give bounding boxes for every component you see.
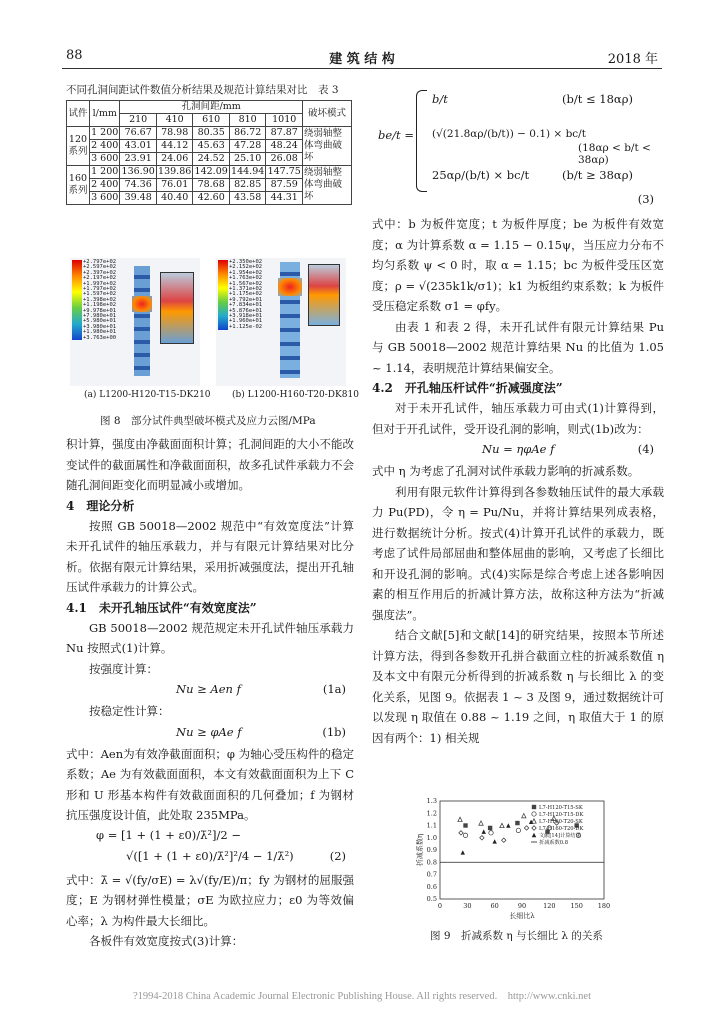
data-point [458, 817, 462, 821]
x-tick-label: 90 [517, 902, 527, 910]
legend-values [229, 260, 262, 330]
cell: 24.52 [193, 153, 230, 166]
data-point [516, 828, 520, 832]
cell: 82.85 [229, 179, 266, 192]
data-point [482, 829, 486, 833]
legend-value: +2.597e+02 [83, 264, 117, 271]
y-tick-label: 0.5 [426, 895, 437, 903]
paragraph: GB 50018—2002 规范规定未开孔试件轴压承载力 Nu 按照式(1)计算。 [66, 620, 354, 655]
legend-value: +3.763e+00 [83, 334, 117, 341]
legend-value: +2.197e+02 [83, 275, 117, 282]
header-rule [62, 68, 662, 69]
y-axis-label: 折减系数η [416, 833, 424, 867]
equation-text: (√(21.8αρ/(b/t)) − 0.1) × bc/t [432, 128, 586, 140]
y-tick-label: 1.3 [426, 797, 437, 805]
legend-value: +3.918e+01 [229, 313, 263, 320]
fig8-label-a: (a) L1200-H120-T15-DK210 [84, 390, 211, 400]
x-tick-label: 60 [490, 902, 499, 910]
column-model [134, 266, 150, 376]
page-number: 88 [66, 48, 83, 63]
cell: 87.87 [266, 127, 303, 140]
cell: 144.94 [231, 166, 265, 177]
y-tick-label: 0.6 [426, 882, 437, 891]
group-name: 160系列 [67, 166, 90, 205]
colorbar [218, 260, 228, 330]
cell: 48.24 [266, 140, 303, 153]
figure-9 [416, 795, 616, 920]
equation-text: Nu ≥ φAe f [176, 724, 242, 739]
data-point [532, 819, 536, 823]
equation-text: be/t = [378, 128, 414, 142]
data-point [532, 805, 536, 809]
legend-value: +1.960e+01 [229, 318, 263, 325]
colorbar [72, 260, 82, 340]
data-point [502, 838, 506, 842]
legend-value: +1.175e+02 [229, 291, 263, 298]
failure-mode: 绕弱轴整体弯曲破坏 [303, 127, 352, 166]
th-mode: 破坏模式 [303, 101, 352, 127]
data-point [515, 821, 519, 825]
legend-value: +2.152e+02 [229, 264, 263, 271]
equation-1b [66, 722, 354, 744]
data-point [489, 831, 493, 835]
legend-label: L7-H120-T15-SK [539, 805, 583, 811]
equation-3 [372, 86, 664, 206]
data-point [479, 821, 483, 825]
equation-number: (2) [329, 848, 346, 863]
cell: 40.40 [156, 192, 193, 205]
cell: 2 400 [91, 140, 119, 151]
paragraph: 按强度计算： [89, 661, 158, 676]
data-point [463, 833, 467, 837]
right-text-block [372, 214, 664, 748]
cell: 25.10 [229, 153, 266, 166]
cell: 47.28 [229, 140, 266, 153]
cell: 3 600 [91, 153, 119, 164]
paragraph: 按照 GB 50018—2002 规范中“有效宽度法”计算未开孔试件的轴压承载力，并与有限元计算结果对比分析。依据有限元计算结果，采用折减强度法，提出开孔轴压试件承载力的计算公式。 [66, 518, 354, 594]
paragraph: 积计算，强度由净截面面积计算；孔洞间距的大小不能改变试件的截面属性和净截面面积，故多孔试件承载力不会随孔洞间距变化而明显减小或增加。 [66, 437, 354, 492]
y-tick-label: 0.8 [426, 858, 437, 867]
x-axis-label: 长细比λ [509, 912, 535, 920]
cell: 142.09 [194, 166, 228, 177]
equation-number: (3) [637, 192, 654, 206]
fig8-label-b: (b) L1200-H160-T20-DK810 [232, 390, 359, 400]
cell: 76.67 [120, 127, 157, 140]
th-spacing-value: 610 [193, 114, 230, 127]
th-spacing-value: 1010 [266, 114, 303, 127]
legend-label: L7-H160-T20-DK [539, 826, 584, 832]
y-tick-label: 1.1 [426, 821, 437, 830]
equation-text: 25αρ/(b/t) × bc/t [432, 168, 530, 182]
table-caption: 不同孔洞间距试件数值分析结果及规范计算结果对比 表 3 [66, 84, 339, 96]
th-specimen: 试件 [67, 101, 90, 127]
equation-number: (4) [637, 442, 654, 456]
section-heading: 4 理论分析 [66, 498, 135, 513]
data-point [461, 850, 465, 854]
cell: 139.86 [158, 166, 192, 177]
legend-value: +5.876e+01 [229, 307, 263, 314]
data-point [500, 823, 504, 827]
x-tick-label: 180 [597, 902, 611, 910]
cell: 87.59 [266, 179, 303, 192]
y-tick-label: 0.9 [426, 846, 437, 854]
section-heading: 4.1 未开孔轴压试件“有效宽度法” [66, 600, 257, 615]
paragraph: 式中：λ̄ = √(fy/σE) = λ√(fy/E)/π；fy 为钢材的屈服强度；E 为钢材弹性模量；σE 为欧拉应力；ε0 为等效偏心率；λ 为构件最大长细比。 [66, 872, 354, 928]
legend-value: +7.834e+01 [229, 302, 263, 309]
paragraph: 式中 η 为考虑了孔洞对试件承载力影响的折减系数。 [372, 464, 640, 478]
legend-label: L7-H120-T15-DK [539, 812, 584, 818]
legend-label: 折减系数0.8 [539, 840, 568, 846]
legend-value: +1.797e+02 [83, 286, 117, 293]
cell: 147.75 [267, 166, 301, 177]
equation-text: φ = [1 + (1 + ε0)/λ̄²]/2 − [96, 827, 242, 842]
data-point [463, 823, 467, 827]
cell: 42.60 [193, 192, 230, 205]
fig8-caption: 图 8 部分试件典型破坏模式及应力云图/MPa [100, 415, 316, 427]
paragraph: 对于未开孔试件，轴压承载力可由式(1)计算得到，但对于开孔试件，受开设孔洞的影响，则式(1b)改为： [372, 401, 664, 436]
legend-value: +1.597e+02 [83, 291, 117, 298]
data-point [459, 831, 463, 835]
legend-label: L7-H160-T20-SK [539, 819, 583, 825]
cell: 44.12 [156, 140, 193, 153]
legend-value: +1.125e-02 [229, 323, 263, 330]
paragraph: 按稳定性计算： [89, 704, 170, 718]
equation-condition: (b/t ≤ 18αρ) [562, 92, 633, 106]
th-spacing-value: 210 [120, 114, 157, 127]
legend-value: +9.978e+01 [83, 307, 117, 314]
failure-mode: 绕弱轴整体弯曲破坏 [303, 166, 352, 205]
data-point [488, 826, 492, 830]
paragraph: 利用有限元软件计算得到各参数轴压试件的最大承载力 Pu(PD)，令 η = Pu/Nu，并将计算结果列成表格，进行数据统计分析。按式(4)计算开孔试件的承载力，既考虑了试件局部屈曲和整体屈曲的影响，又考虑了长细比和开设孔洞的影响。式(4)实际是综合考虑上述各影响因素的相互作用后的折减计算方法，故称这种方法为“折减强度法”。 [372, 484, 664, 622]
group-name: 120系列 [67, 127, 90, 166]
y-tick-label: 1.2 [426, 809, 437, 818]
th-length: l/mm [90, 101, 120, 127]
equation-number: (1a) [322, 682, 346, 696]
x-tick-label: 120 [543, 902, 556, 910]
data-point [524, 826, 528, 830]
equation-2 [66, 826, 354, 870]
data-point [532, 826, 536, 830]
cell: 43.01 [120, 140, 157, 153]
paragraph: 式中：b 为板件宽度；t 为板件厚度；be 为板件有效宽度；α 为计算系数 α = 1.15 − 0.15ψ，当压应力分布不均匀系数 ψ < 0 时，取 α = 1.15；bc 为板件受压区宽度；ρ = √(235k1k/σ1)；k1 为板组约束系数；k 为板件受压稳定系数 σ1 = φfy。 [372, 217, 664, 313]
cell: 76.01 [156, 179, 193, 192]
legend-value: +7.980e+01 [83, 313, 117, 320]
left-text-block [66, 434, 354, 952]
cell: 39.48 [120, 192, 157, 205]
legend-value: +9.792e+01 [229, 296, 263, 303]
data-point [532, 833, 536, 837]
figure-8 [70, 258, 346, 386]
data-point [492, 839, 496, 843]
th-spacing-value: 810 [229, 114, 266, 127]
cell: 1 200 [91, 166, 119, 177]
fig9-caption: 图 9 折减系数 η 与长细比 λ 的关系 [430, 930, 603, 942]
equation-condition: (b/t ≥ 38αρ) [562, 168, 633, 182]
legend-value: +1.997e+02 [83, 280, 117, 287]
data-point [522, 814, 526, 818]
paragraph: 结合文献[5]和文献[14]的研究结果，按照本节所述计算方法，得到各参数开孔拼合截面立柱的折减系数值 η 及本文中有限元分析得到的折减系数 η 与长细比 λ 的变化关系，见图 9。依据表 1 ~ 3 及图 9，通过数据统计可以发现 η 取值在 0.88 ~ 1.19 之间，η 取值大于 1 的原因有两个：1) 相关规 [372, 628, 664, 745]
equation-text: Nu ≥ Aen f [176, 682, 241, 696]
legend-value: +2.350e+02 [229, 259, 263, 265]
x-tick-label: 30 [463, 902, 472, 910]
data-point [532, 812, 536, 816]
cell: 136.90 [121, 166, 155, 177]
cell: 1 200 [91, 127, 119, 138]
legend-value: +5.980e+01 [83, 318, 117, 325]
cell: 80.35 [193, 127, 230, 140]
legend-value: +1.763e+02 [229, 275, 263, 282]
cell: 23.91 [120, 153, 157, 166]
data-point [480, 836, 484, 840]
buckle-zone [278, 278, 302, 296]
y-tick-label: 0.7 [426, 870, 437, 879]
legend-value: +1.980e+01 [83, 329, 117, 336]
y-tick-label: 1.0 [426, 833, 437, 842]
section-heading: 4.2 开孔轴压杆试件“折减强度法” [372, 381, 563, 395]
equation-4 [372, 439, 664, 461]
cell: 74.36 [120, 179, 157, 192]
legend-value: +3.980e+01 [83, 323, 117, 330]
equation-number: (1b) [322, 724, 346, 739]
buckle-zone [132, 296, 152, 312]
equation-text: Nu = ηφAe f [482, 442, 555, 456]
stress-contour-b [216, 258, 346, 386]
cell: 45.63 [193, 140, 230, 153]
stress-contour-a [70, 258, 200, 386]
cell: 26.08 [266, 153, 303, 166]
legend-value: +1.567e+02 [229, 280, 263, 287]
journal-title: 建 筑 结 构 [329, 52, 395, 67]
brace [416, 90, 427, 192]
th-spacing-value: 410 [156, 114, 193, 127]
equation-text: √([1 + (1 + ε0)/λ̄²]²/4 − 1/λ̄²) [126, 848, 294, 863]
table-row [67, 127, 352, 140]
table-row [67, 166, 352, 179]
paragraph: 由表 1 和表 2 得，未开孔试件有限元计算结果 Pu 与 GB 50018—2002 规范计算结果 Nu 的比值为 1.05 ~ 1.14，表明规范计算结果偏安全。 [372, 319, 664, 375]
data-table [66, 100, 352, 205]
legend-label: 文献[14]计算结果 [539, 833, 581, 839]
equation-condition: (18αρ < b/t < 38αρ) [578, 142, 651, 166]
data-point [506, 823, 510, 827]
detail-inset [308, 264, 340, 326]
cell: 78.98 [156, 127, 193, 140]
cell: 44.31 [266, 192, 303, 205]
table-3 [66, 82, 354, 205]
legend-value: +1.198e+02 [83, 302, 117, 309]
legend-values [83, 260, 116, 341]
legend-value: +1.954e+02 [229, 269, 263, 276]
equation-1a [66, 679, 354, 701]
paragraph: 各板件有效宽度按式(3)计算： [89, 934, 244, 948]
legend-value: +1.371e+02 [229, 286, 263, 293]
x-tick-label: 150 [570, 902, 583, 910]
cell: 3 600 [91, 192, 119, 203]
x-tick-label: 0 [437, 902, 443, 910]
detail-inset [160, 272, 194, 344]
footer-copyright: ?1994-2018 China Academic Journal Electronic Publishing House. All rights reserved. http://www.cnki.net [132, 991, 592, 1002]
th-spacing: 孔洞间距/mm [120, 101, 303, 114]
cell: 78.68 [193, 179, 230, 192]
cell: 2 400 [91, 179, 119, 190]
scatter-chart [416, 795, 616, 920]
equation-text: b/t [432, 92, 448, 106]
cell: 24.06 [156, 153, 193, 166]
paragraph: 式中：Aen为有效净截面面积；φ 为轴心受压构件的稳定系数；Ae 为有效截面面积，本文有效截面面积为上下 C 形和 U 形基本构件有效截面面积的几何叠加；f 为钢材抗压强度设计值，此处取 235MPa。 [66, 746, 354, 822]
legend-value: +2.397e+02 [83, 269, 117, 276]
cell: 43.58 [229, 192, 266, 205]
cell: 86.72 [229, 127, 266, 140]
legend-value: +2.797e+02 [83, 259, 117, 265]
legend-value: +1.398e+02 [83, 296, 117, 303]
year: 2018 年 [607, 52, 658, 67]
